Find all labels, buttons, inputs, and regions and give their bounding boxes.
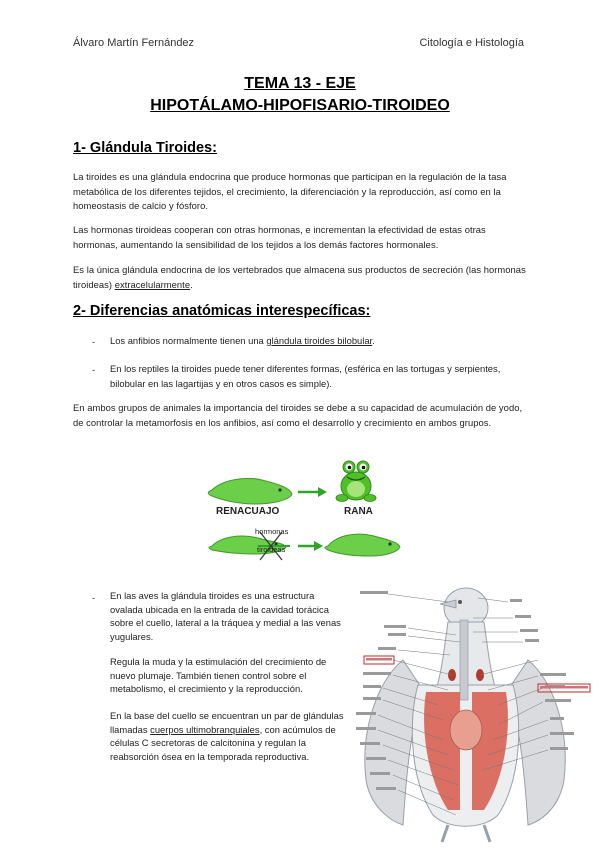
b1-text-start: Los anfibios normalmente tienen una (110, 335, 267, 346)
section1-heading: 1- Glándula Tiroides: (73, 140, 217, 156)
arrow-icon (298, 541, 323, 551)
bullet-reptiles: En los reptiles la tiroides puede tener diferentes formas, (esférica en las tortugas y serpientes, bilobular en las lagartijas y en otros casos es simple). (110, 363, 501, 389)
metamorphosis-figure (0, 450, 600, 565)
hormones-label-line2: tiroideas (257, 545, 286, 554)
bird-p3-underlined-term: cuerpos ultimobranquiales (150, 723, 260, 735)
tadpole-illustration (208, 478, 292, 504)
bullet-amphibians (110, 334, 530, 349)
section2-paragraph-after: En ambos grupos de animales la importancia del tiroides se debe a su capacidad de acumulación de yodo, de controlar la metamorfosis en los anfibios, así como el desarrollo y crecimiento en ambos grupos. (73, 402, 523, 428)
p3-text-start: Es la única glándula endocrina de los vertebrados que almacena sus productos de secreción (las hormonas tiroideas) (73, 264, 526, 290)
frog-illustration (336, 461, 376, 502)
header-author: Álvaro Martín Fernández (73, 37, 195, 49)
p3-text-end: . (190, 278, 193, 290)
arrow-icon (298, 487, 327, 497)
section1-paragraph-2: Las hormonas tiroideas cooperan con otras hormonas, e incrementan la efectividad de estas otras hormonas, aumentando la sensibilidad de los tejidos a los demás factores hormonales. (73, 224, 486, 250)
bird-paragraph-2: Regula la muda y la estimulación del crecimiento de nuevo plumaje. También tienen control sobre el metabolismo, el crecimiento y la reproducción. (110, 656, 327, 694)
tadpole-illustration (325, 534, 400, 556)
bullet-mark: - (92, 336, 96, 347)
section2-heading: 2- Diferencias anatómicas interespecíficas: (73, 303, 371, 319)
bullet-mark: - (92, 592, 96, 603)
bird-anatomy-illustration (348, 580, 598, 845)
bird-paragraph-1: En las aves la glándula tiroides es una estructura ovalada ubicada en la entrada de la cavidad torácica sobre el cuello, lateral a la tráquea y medial a las venas yugulares. (110, 590, 341, 642)
tadpole-label: RENACUAJO (216, 506, 280, 517)
b1-text-end: . (372, 335, 375, 346)
page-title-line1: TEMA 13 - EJE (244, 75, 356, 92)
b1-underlined-term: glándula tiroides bilobular (266, 335, 373, 346)
bullet-mark: - (92, 364, 96, 375)
page-title-line2: HIPOTÁLAMO-HIPOFISARIO-TIROIDEO (150, 97, 450, 114)
header-subject: Citología e Histología (419, 37, 524, 49)
bird-p3-text-start: En la base del cuello se encuentran un par de glándulas llamadas (110, 710, 344, 735)
bird-paragraph-3 (110, 709, 345, 763)
p3-underlined-term: extracelularmente (114, 278, 191, 290)
section1-paragraph-3 (73, 263, 528, 292)
bird-p3-text-end: , con acúmulos de células C secretoras de calcitonina y regulan la reabsorción ósea en la temporada reproductiva. (110, 723, 336, 762)
hormones-label-line1: hormonas (255, 527, 289, 536)
section1-paragraph-1: La tiroides es una glándula endocrina que produce hormonas que participan en la regulación de la tasa metabólica de los diferentes tejidos, el crecimiento, la diferenciación y la reproducción, así como en la homeostasis de calcio y fósforo. (73, 171, 507, 211)
frog-label: RANA (344, 506, 373, 517)
